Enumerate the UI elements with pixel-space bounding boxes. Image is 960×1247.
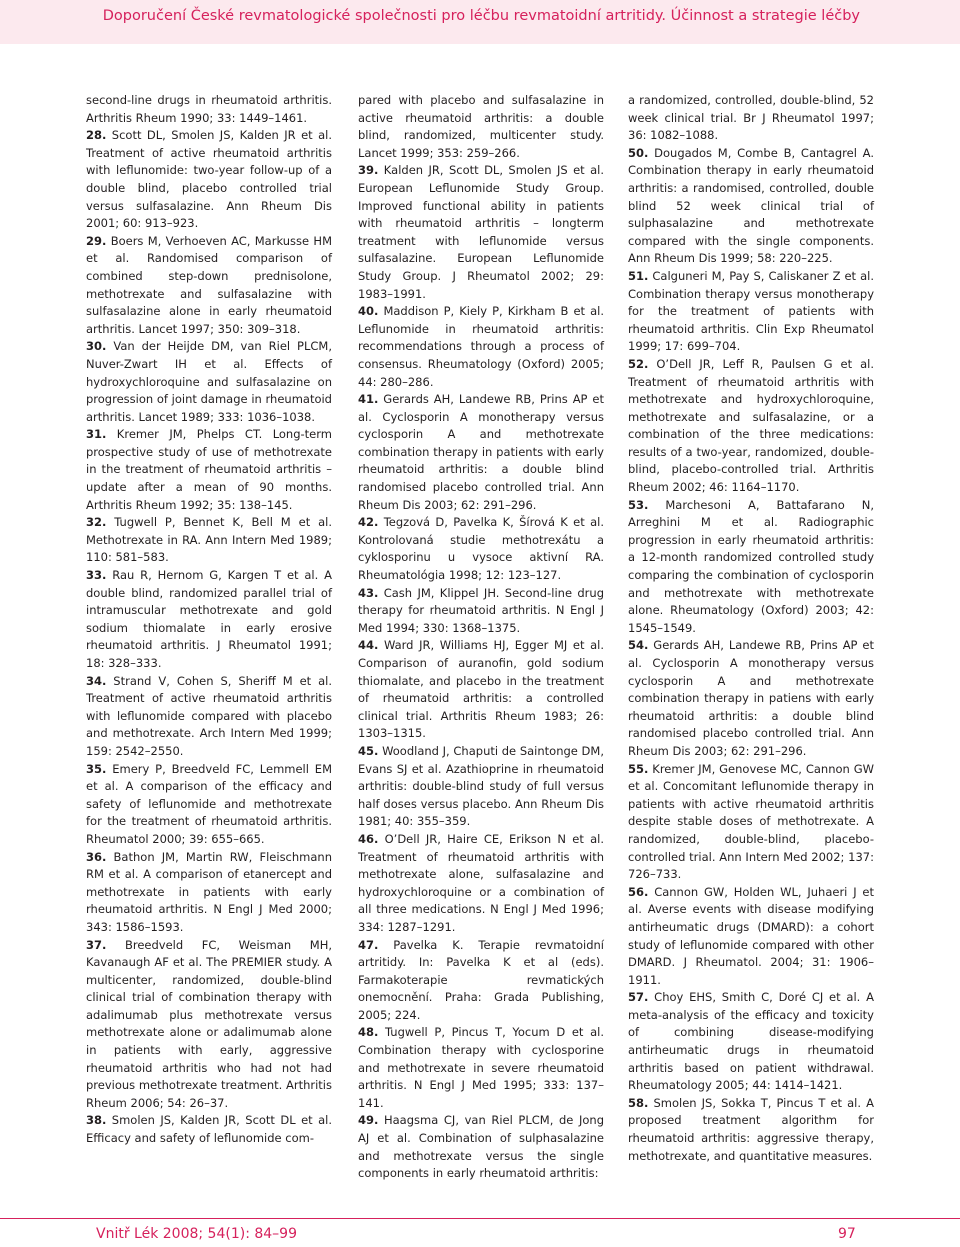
reference-entry <box>86 761 332 849</box>
reference-entry <box>358 514 604 584</box>
reference-entry <box>628 92 874 145</box>
reference-entry <box>86 1112 332 1147</box>
reference-number: 36. <box>86 849 107 864</box>
reference-number: 56. <box>628 884 649 899</box>
page-number: 97 <box>838 1226 856 1242</box>
reference-text: Cannon GW, Holden WL, Juhaeri J et al. Averse events with disease modifying antirheumatic drugs (DMARD): a cohort study of leflunomide compared with other DMARD. J Rheumatol. 2004; 31: 1906–1911. <box>628 884 874 987</box>
reference-number: 44. <box>358 638 379 653</box>
reference-entry <box>628 637 874 760</box>
reference-text: Smolen JS, Kalden JR, Scott DL et al. Efficacy and safety of leflunomide com- <box>86 1113 332 1146</box>
reference-text: Tugwell P, Bennet K, Bell M et al. Methotrexate in RA. Ann Intern Med 1989; 110: 581–583. <box>86 515 332 565</box>
reference-text: Woodland J, Chaputi de Saintonge DM, Evans SJ et al. Azathioprine in rheumatoid arthritis: double-blind study of full versus half doses versus placebo. Ann Rheum Dis 1981; 40: 355–359. <box>358 743 604 829</box>
reference-entry <box>628 884 874 990</box>
reference-text: Maddison P, Kiely P, Kirkham B et al. Leflunomide in rheumatoid arthritis: recommendations through a process of consensus. Rheumatology (Oxford) 2005; 44: 280–286. <box>358 304 604 389</box>
reference-number: 57. <box>628 990 649 1005</box>
reference-text: Bathon JM, Martin RW, Fleischmann RM et al. A comparison of etanercept and methotrexate in patients with early rheumatoid arthritis. N Engl J Med 2000; 343: 1586–1593. <box>86 849 332 934</box>
reference-entry <box>86 849 332 937</box>
reference-text: Boers M, Verhoeven AC, Markusse HM et al. Randomised comparison of combined step-down prednisolone, methotrexate and sulfasalazine with sulfasalazine alone in early rheumatoid arthritis. Lancet 1997; 350: 309–318. <box>86 233 332 336</box>
reference-entry <box>358 831 604 937</box>
reference-number: 43. <box>358 585 379 600</box>
reference-text: O’Dell JR, Leff R, Paulsen G et al. Treatment of rheumatoid arthritis with methotrexate and hydroxychloroquine, methotrexate and sulfasalazine, or a combination of the three medications: results of a two-year, randomized, double-blind, placebo-controlled trial. Arthritis Rheum 2002; 46: 1164–1170. <box>628 356 874 495</box>
reference-entry <box>358 391 604 514</box>
reference-text: Dougados M, Combe B, Cantagrel A. Combination therapy in early rheumatoid arthritis: a randomised, controlled, double blind 52 week clinical trial of sulphasalazine and methotrexate compared with the single components. Ann Rheum Dis 1999; 58: 220–225. <box>628 145 874 266</box>
reference-text: Choy EHS, Smith C, Doré CJ et al. A meta-analysis of the efficacy and toxicity of combining disease-modifying antirheumatic drugs in rheumatoid arthritis based on patient withdrawal. Rheumatology 2005; 44: 1414–1421. <box>628 990 874 1093</box>
reference-number: 31. <box>86 427 107 442</box>
reference-number: 35. <box>86 761 107 776</box>
reference-number: 52. <box>628 356 649 371</box>
reference-entry <box>86 92 332 127</box>
reference-text: Gerards AH, Landewe RB, Prins AP et al. Cyclosporin A monotherapy versus cyclosporin A and methotrexate combination therapy in patients with early rheumatoid arthritis: a double blind randomised placebo controlled trial. Ann Rheum Dis 2003; 62: 291–296. <box>358 392 604 512</box>
reference-text: Strand V, Cohen S, Sheriff M et al. Treatment of active rheumatoid arthritis with leflunomide compared with placebo and methotrexate. Arch Intern Med 1999; 159: 2542–2550. <box>86 673 332 758</box>
reference-number: 37. <box>86 937 107 952</box>
reference-text: Haagsma CJ, van Riel PLCM, de Jong AJ et al. Combination of sulphasalazine and methotrexate versus the single components in early rheumatoid arthritis: <box>358 1113 604 1181</box>
reference-entry <box>358 1024 604 1112</box>
reference-text: Rau R, Hernom G, Kargen T et al. A double blind, randomized parallel trial of intramuscular methotrexate and gold sodium thiomalate in early erosive rheumatoid arthritis. J Rheumatol 1991; 18: 328–333. <box>86 568 332 670</box>
reference-text: pared with placebo and sulfasalazine in active rheumatoid arthritis: a double blind, randomized, multicenter study. Lancet 1999; 353: 259–266. <box>358 93 604 160</box>
reference-number: 51. <box>628 268 649 283</box>
reference-text: O’Dell JR, Haire CE, Erikson N et al. Treatment of rheumatoid arthritis with methotrexate alone, sulfasalazine and hydroxychloroquine or a combination of all three medications. N Engl J Med 1996; 334: 1287–1291. <box>358 831 604 934</box>
reference-entry <box>86 426 332 514</box>
reference-text: Smolen JS, Sokka T, Pincus T et al. A proposed treatment algorithm for rheumatoid arthritis: aggressive therapy, methotrexate, and quantitative measures. <box>628 1095 874 1163</box>
reference-entry <box>358 162 604 303</box>
reference-number: 33. <box>86 568 107 583</box>
reference-entry <box>358 303 604 391</box>
reference-number: 50. <box>628 145 649 160</box>
reference-entry <box>628 1095 874 1165</box>
reference-entry <box>86 338 332 426</box>
reference-number: 30. <box>86 339 107 354</box>
reference-entry <box>358 743 604 831</box>
reference-number: 41. <box>358 392 379 407</box>
footer-divider <box>0 1218 960 1219</box>
reference-entry <box>358 92 604 162</box>
reference-entry <box>358 1112 604 1182</box>
reference-entry <box>86 514 332 567</box>
reference-number: 32. <box>86 515 107 530</box>
reference-entry <box>86 567 332 673</box>
reference-number: 40. <box>358 304 379 319</box>
reference-entry <box>628 145 874 268</box>
reference-number: 53. <box>628 497 649 512</box>
reference-number: 55. <box>628 761 649 776</box>
reference-number: 29. <box>86 233 107 248</box>
reference-entry <box>86 673 332 761</box>
reference-entry <box>628 497 874 638</box>
reference-number: 58. <box>628 1095 649 1110</box>
page-header <box>0 0 960 44</box>
reference-text: Kremer JM, Genovese MC, Cannon GW et al. Concomitant leflunomide therapy in patients with active rheumatoid arthritis despite stable doses of methotrexate. A randomized, double-blind, placebo-controlled trial. Ann Intern Med 2002; 137: 726–733. <box>628 761 874 882</box>
reference-entry <box>628 356 874 497</box>
header-title: Doporučení České revmatologické společnosti pro léčbu revmatoidní artritidy. Účinnost a strategie léčby <box>102 8 860 24</box>
reference-text: Kremer JM, Phelps CT. Long-term prospective study of use of methotrexate in the treatment of rheumatoid arthritis – update after a mean of 90 months. Arthritis Rheum 1992; 35: 138–145. <box>86 427 332 512</box>
reference-column-1 <box>86 92 332 1148</box>
reference-text: second-line drugs in rheumatoid arthritis. Arthritis Rheum 1990; 33: 1449–1461. <box>86 93 332 125</box>
reference-text: Calguneri M, Pay S, Caliskaner Z et al. Combination therapy versus monotherapy for the treatment of patients with rheumatoid arthritis. Clin Exp Rheumatol 1999; 17: 699–704. <box>628 268 874 354</box>
reference-number: 49. <box>358 1113 379 1128</box>
reference-number: 46. <box>358 831 379 846</box>
reference-text: Tegzová D, Pavelka K, Šírová K et al. Kontrolovaná studie methotrexátu a cyklosporinu u vysoce aktivní RA. Rheumatológia 1998; 12: 123–127. <box>358 515 604 583</box>
reference-column-3 <box>628 92 874 1165</box>
reference-entry <box>358 585 604 638</box>
reference-number: 28. <box>86 128 107 143</box>
reference-number: 42. <box>358 515 379 530</box>
reference-entry <box>86 127 332 233</box>
reference-number: 48. <box>358 1025 379 1040</box>
reference-text: Van der Heijde DM, van Riel PLCM, Nuver-Zwart IH et al. Effects of hydroxychloroquine and sulfasalazine on progression of joint damage in rheumatoid arthritis. Lancet 1989; 333: 1036–1038. <box>86 339 332 424</box>
reference-entry <box>628 268 874 356</box>
reference-text: Pavelka K. Terapie revmatoidní artritidy. In: Pavelka K et al (eds). Farmakoterapie revmatických onemocnění. Praha: Grada Publishing, 2005; 224. <box>358 937 604 1022</box>
reference-text: Cash JM, Klippel JH. Second-line drug therapy for rheumatoid arthritis. N Engl J Med 1994; 330: 1368–1375. <box>358 585 604 635</box>
reference-entry <box>628 761 874 884</box>
reference-text: Kalden JR, Scott DL, Smolen JS et al. European Leflunomide Study Group. Improved functional ability in patients with rheumatoid arthritis – longterm treatment with leflunomide versus sulfasalazine. European Leflunomide Study Group. J Rheumatol 2002; 29: 1983–1991. <box>358 163 604 301</box>
references-columns <box>86 92 876 1192</box>
reference-text: Emery P, Breedveld FC, Lemmell EM et al. A comparison of the efficacy and safety of leflunomide and methotrexate for the treatment of rheumatoid arthritis. Rheumatol 2000; 39: 655–665. <box>86 761 332 846</box>
reference-text: Ward JR, Williams HJ, Egger MJ et al. Comparison of auranofin, gold sodium thiomalate, and placebo in the treatment of rheumatoid arthritis: a controlled clinical trial. Arthritis Rheum 1983; 26: 1303–1315. <box>358 638 604 741</box>
reference-number: 45. <box>358 743 379 758</box>
reference-column-2 <box>358 92 604 1183</box>
reference-number: 54. <box>628 638 649 653</box>
reference-text: Gerards AH, Landewe RB, Prins AP et al. Cyclosporin A monotherapy versus cyclosporin A and methotrexate combination therapy in patiens with early rheumatoid arthritis: a double blind randomised placebo controlled trial. Ann Rheum Dis 2003; 62: 291–296. <box>628 638 874 758</box>
reference-number: 34. <box>86 673 107 688</box>
reference-entry <box>86 937 332 1113</box>
reference-text: Scott DL, Smolen JS, Kalden JR et al. Treatment of active rheumatoid arthritis with leflunomide: two-year follow-up of a double blind, placebo controlled trial versus sulfasalazine. Ann Rheum Dis 2001; 60: 913–923. <box>86 128 332 231</box>
footer-journal-citation: Vnitř Lék 2008; 54(1): 84–99 <box>96 1226 297 1242</box>
reference-text: Marchesoni A, Battafarano N, Arreghini M et al. Radiographic progression in early rheumatoid arthritis: a 12-month randomized controlled study comparing the combination of cyclosporin and methotrexate with methotrexate alone. Rheumatology (Oxford) 2003; 42: 1545–1549. <box>628 497 874 635</box>
reference-entry <box>628 989 874 1095</box>
reference-number: 38. <box>86 1113 107 1128</box>
reference-entry <box>86 233 332 339</box>
reference-entry <box>358 637 604 743</box>
reference-number: 39. <box>358 163 379 178</box>
reference-text: Breedveld FC, Weisman MH, Kavanaugh AF et al. The PREMIER study. A multicenter, randomized, double-blind clinical trial of combination therapy with adalimumab plus methotrexate versus methotrexate alone or adalimumab alone in patients with early, aggressive rheumatoid arthritis who had not had previous methotrexate treatment. Arthritis Rheum 2006; 54: 26–37. <box>86 937 332 1110</box>
reference-text: Tugwell P, Pincus T, Yocum D et al. Combination therapy with cyclosporine and methotrexate in severe rheumatoid arthritis. N Engl J Med 1995; 333: 137–141. <box>358 1025 604 1110</box>
reference-number: 47. <box>358 937 379 952</box>
reference-text: a randomized, controlled, double-blind, 52 week clinical trial. Br J Rheumatol 1997; 36: 1082–1088. <box>628 93 874 143</box>
reference-entry <box>358 937 604 1025</box>
